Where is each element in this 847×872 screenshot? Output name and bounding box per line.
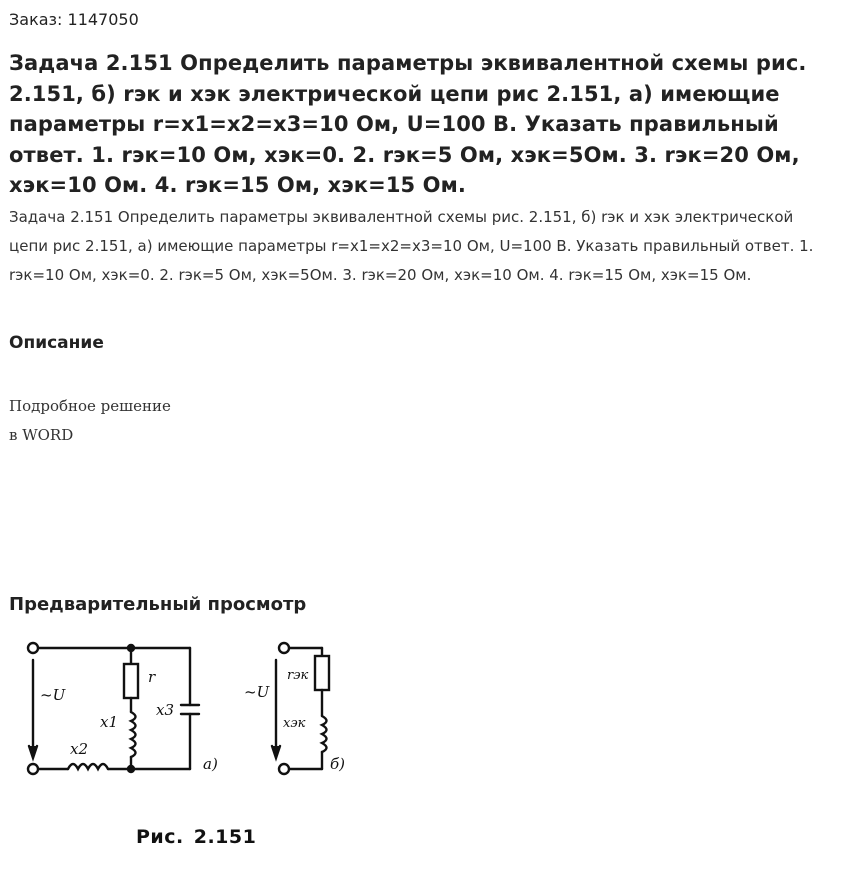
figure-caption <box>136 826 256 848</box>
description-line-1: Подробное решение <box>9 397 171 415</box>
inductor-x2-label: x2 <box>70 740 89 758</box>
figure-label-a: а) <box>203 755 218 773</box>
figure-label-b: б) <box>330 755 346 773</box>
preview-heading: Предварительный просмотр <box>9 594 307 615</box>
figure-caption-number: 2.151 <box>193 826 257 848</box>
order-number: Заказ: 1147050 <box>9 10 139 29</box>
capacitor-x3-label: x3 <box>156 701 175 719</box>
figure-caption-prefix: Рис. <box>136 826 184 848</box>
description-heading: Описание <box>9 333 104 353</box>
inductor-x1-label: x1 <box>100 713 119 731</box>
task-title: Задача 2.151 Определить параметры эквивалентной схемы рис. 2.151, б) rэк и xэк электрической цепи рис 2.151, а) имеющие параметры r=x1=x2=x3=10 Ом, U=100 В. Указать правильный ответ. 1. rэк=10 Ом, xэк=0. 2. rэк=5 Ом, xэк=5Ом. 3. rэк=20 Ом, xэк=10 Ом. 4. rэк=15 Ом, xэк=15 Ом. <box>9 51 807 197</box>
voltage-label-a: ~U <box>40 686 66 704</box>
description-line-2: в WORD <box>9 426 74 444</box>
task-description: Задача 2.151 Определить параметры эквивалентной схемы рис. 2.151, б) rэк и xэк электрической цепи рис 2.151, а) имеющие параметры r=x1=x2=x3=10 Ом, U=100 В. Указать правильный ответ. 1. rэк=10 Ом, xэк=0. 2. rэк=5 Ом, xэк=5Ом. 3. rэк=20 Ом, xэк=10 Ом. 4. rэк=15 Ом, xэк=15 Ом. <box>9 208 814 284</box>
voltage-label-b: ~U <box>244 683 270 701</box>
r-eq-label: rэк <box>287 668 309 683</box>
resistor-label: r <box>148 668 156 686</box>
x-eq-label: xэк <box>283 716 306 731</box>
